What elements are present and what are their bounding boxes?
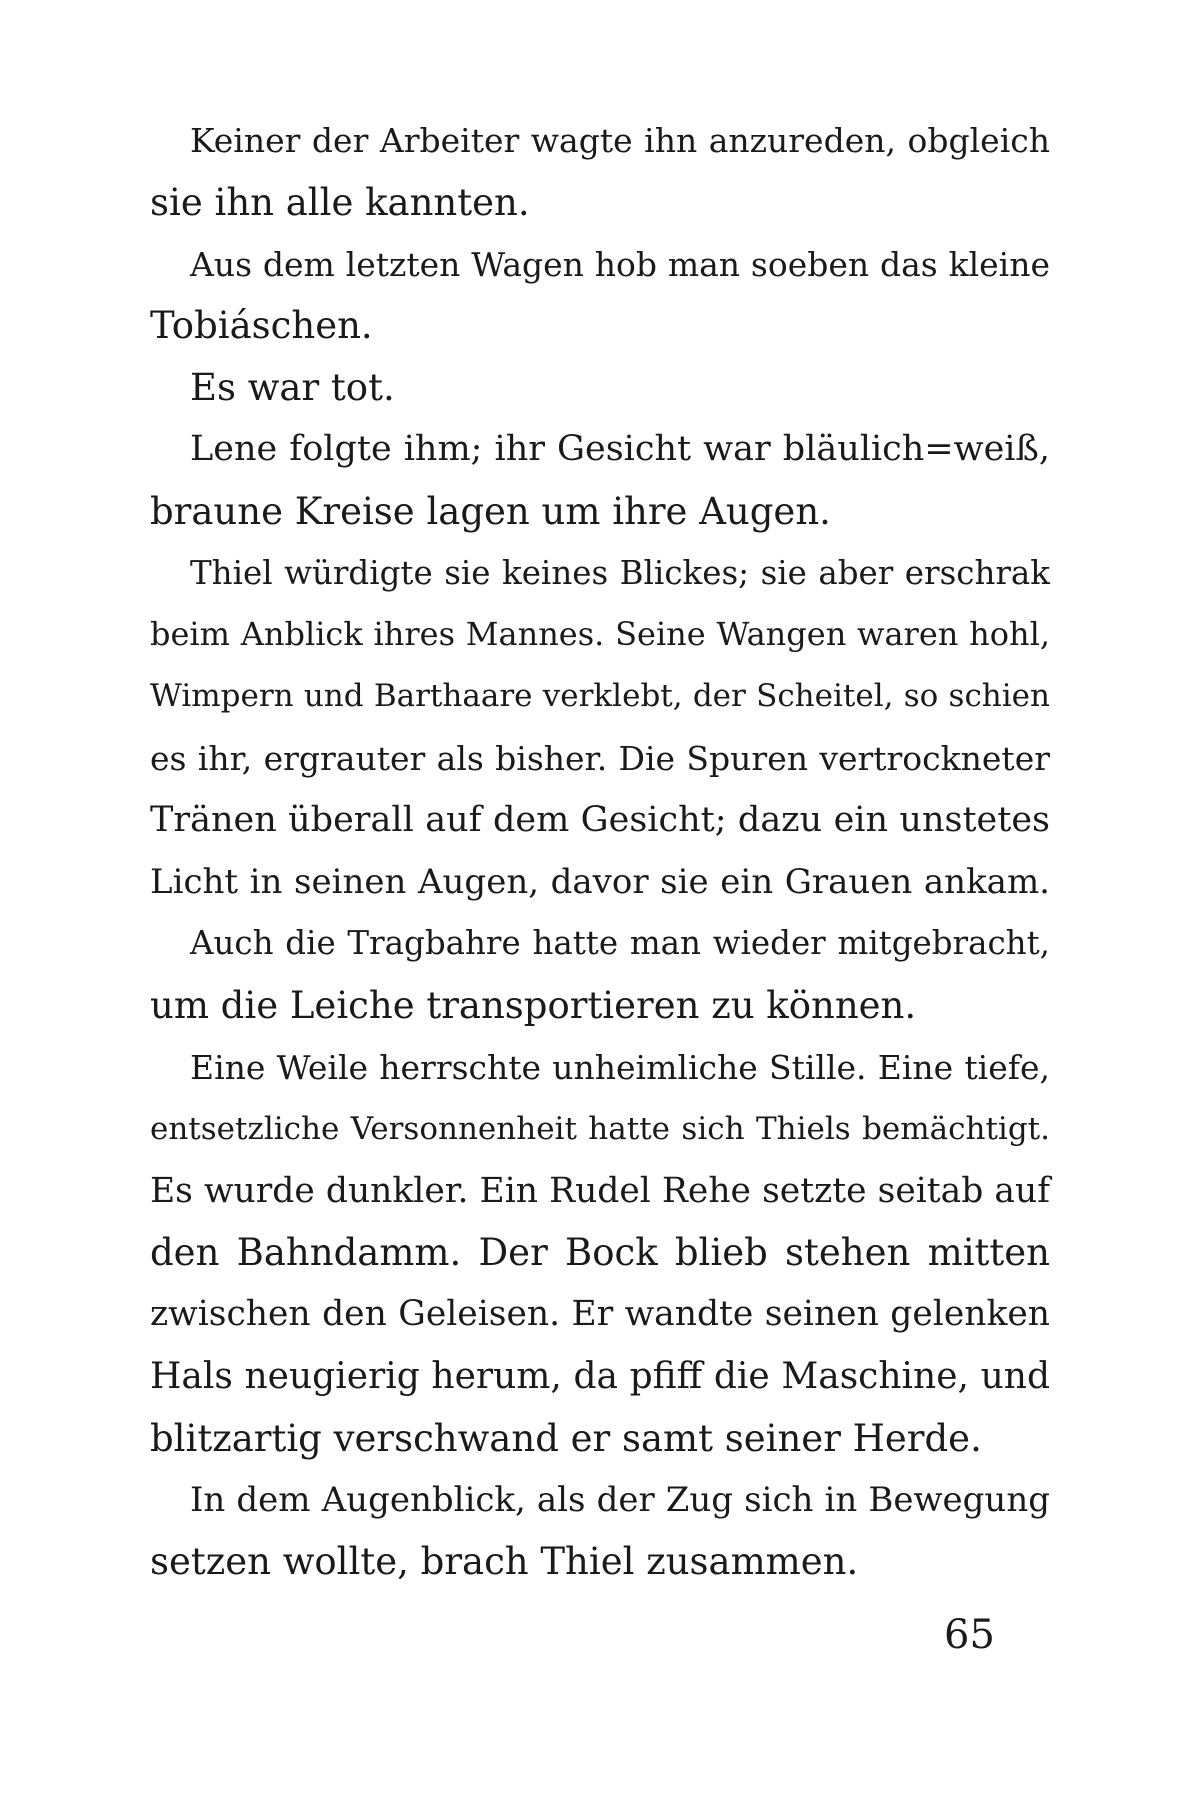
text-line: entsetzliche Versonnenheit hatte sich Thiels bemächtigt. <box>150 1110 1050 1147</box>
text-line: beim Anblick ihres Mannes. Seine Wangen waren hohl, <box>150 615 1050 654</box>
text-line: um die Leiche transportieren zu können. <box>150 984 917 1028</box>
body-text <box>150 110 1050 1593</box>
text-line: Es war tot. <box>190 366 395 410</box>
text-line: den Bahndamm. Der Bock blieb stehen mitten <box>150 1231 1050 1275</box>
text-line: Tränen überall auf dem Gesicht; dazu ein unstetes <box>150 799 1050 840</box>
text-line: braune Kreise lagen um ihre Augen. <box>150 489 831 533</box>
text-line: Eine Weile herrschte unheimliche Stille. Eine tiefe, <box>190 1047 1050 1087</box>
text-line: In dem Augenblick, als der Zug sich in Bewegung <box>190 1479 1050 1520</box>
text-line: Auch die Tragbahre hatte man wieder mitgebracht, <box>190 924 1050 963</box>
text-line: es ihr, ergrauter als bisher. Die Spuren vertrockneter <box>150 738 1050 778</box>
text-line: setzen wollte, brach Thiel zusammen. <box>150 1540 859 1584</box>
text-line: zwischen den Geleisen. Er wandte seinen gelenken <box>150 1294 1050 1335</box>
text-line: Thiel würdigte sie keines Blickes; sie aber erschrak <box>190 553 1050 592</box>
text-line: Keiner der Arbeiter wagte ihn anzureden, obgleich <box>190 121 1050 160</box>
text-line: Tobiáschen. <box>150 304 373 348</box>
text-line: Wimpern und Barthaare verklebt, der Scheitel, so schien <box>150 678 1050 715</box>
text-line: Hals neugierig herum, da pfiff die Maschine, und <box>150 1355 1050 1397</box>
page-number: 65 <box>944 1612 995 1658</box>
text-line: blitzartig verschwand er samt seiner Herde. <box>150 1416 982 1460</box>
text-line: Lene folgte ihm; ihr Gesicht war bläulich=weiß, <box>190 428 1050 469</box>
text-line: sie ihn alle kannten. <box>150 180 530 224</box>
text-line: Es wurde dunkler. Ein Rudel Rehe setzte seitab auf <box>150 1170 1050 1211</box>
text-line: Aus dem letzten Wagen hob man soeben das kleine <box>190 244 1050 284</box>
text-line: Licht in seinen Augen, davor sie ein Grauen ankam. <box>150 861 1050 902</box>
